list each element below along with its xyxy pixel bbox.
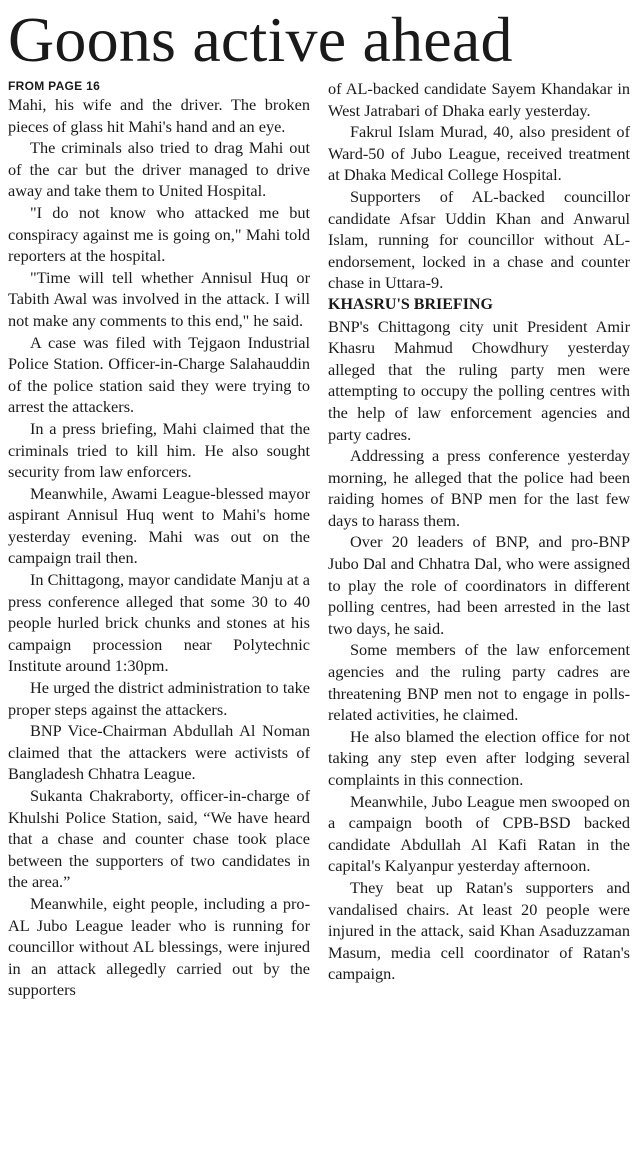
subhead: KHASRU'S BRIEFING <box>328 295 493 313</box>
paragraph: A case was filed with Tejgaon Industrial Police Station. Officer-in-Charge Salahauddin of the police station said they were trying to arrest the attackers. <box>8 332 310 417</box>
column-left <box>8 78 310 1001</box>
article-body <box>8 78 630 1001</box>
paragraph: In a press briefing, Mahi claimed that the criminals tried to kill him. He also sought security from law enforcers. <box>8 418 310 482</box>
paragraph: Supporters of AL-backed councillor candidate Afsar Uddin Khan and Anwarul Islam, running for councillor without AL-endorsement, locked in a chase and counter chase in Uttara-9. <box>328 186 630 293</box>
paragraph: Meanwhile, Jubo League men swooped on a campaign booth of CPB-BSD backed candidate Abdullah Al Kafi Ratan in the capital's Kalyanpur yesterday afternoon. <box>328 791 630 876</box>
paragraph: Mahi, his wife and the driver. The broken pieces of glass hit Mahi's hand and an eye. <box>8 95 310 136</box>
paragraph: Sukanta Chakraborty, officer-in-charge of Khulshi Police Station, said, “We have heard that a chase and counter chase took place between the supporters of two candidates in the area.” <box>8 786 310 892</box>
paragraph: Addressing a press conference yesterday morning, he alleged that the police had been raiding homes of BNP men for the last few days to harass them. <box>328 446 630 530</box>
jump-label: FROM PAGE 16 <box>8 79 101 93</box>
paragraph: of AL-backed candidate Sayem Khandakar in West Jatrabari of Dhaka early yesterday. <box>328 79 630 120</box>
paragraph: "I do not know who attacked me but conspiracy against me is going on," Mahi told reporters at the hospital. <box>8 202 310 266</box>
headline: Goons active ahead <box>8 4 513 75</box>
paragraph: Some members of the law enforcement agencies and the ruling party cadres are threatening BNP men not to engage in polls-related activities, he claimed. <box>328 640 630 725</box>
paragraph: Meanwhile, eight people, including a pro-AL Jubo League leader who is running for councillor without AL blessings, were injured in an attack allegedly carried out by the supporters <box>8 893 310 1000</box>
paragraph: He urged the district administration to take proper steps against the attackers. <box>8 678 310 719</box>
paragraph: Over 20 leaders of BNP, and pro-BNP Jubo Dal and Chhatra Dal, who were assigned to play the role of coordinators in different polling centres, had been arrested in the last two days, he said. <box>328 532 630 638</box>
paragraph: BNP Vice-Chairman Abdullah Al Noman claimed that the attackers were activists of Bangladesh Chhatra League. <box>8 721 310 784</box>
paragraph: They beat up Ratan's supporters and vandalised chairs. At least 20 people were injured in the attack, said Khan Asaduzzaman Masum, media cell coordinator of Ratan's campaign. <box>328 877 630 984</box>
paragraph: Meanwhile, Awami League-blessed mayor aspirant Annisul Huq went to Mahi's home yesterday evening. Mahi was out on the campaign trail then. <box>8 483 310 568</box>
paragraph: "Time will tell whether Annisul Huq or Tabith Awal was involved in the attack. I will not make any comments to this end," he said. <box>8 267 310 330</box>
column-right <box>328 78 630 1001</box>
paragraph: BNP's Chittagong city unit President Amir Khasru Mahmud Chowdhury yesterday alleged that the ruling party men were attempting to occupy the polling centres with the help of law enforcement agencies and party cadres. <box>328 316 630 444</box>
paragraph: The criminals also tried to drag Mahi out of the car but the driver managed to drive away and take them to United Hospital. <box>8 138 310 201</box>
paragraph: Fakrul Islam Murad, 40, also president of Ward-50 of Jubo League, received treatment at Dhaka Medical College Hospital. <box>328 122 630 185</box>
paragraph: He also blamed the election office for not taking any step even after lodging several complaints in this connection. <box>328 726 630 789</box>
paragraph: In Chittagong, mayor candidate Manju at a press conference alleged that some 30 to 40 people hurled brick chunks and stones at his campaign procession near Polytechnic Institute around 1:30pm. <box>8 570 310 676</box>
